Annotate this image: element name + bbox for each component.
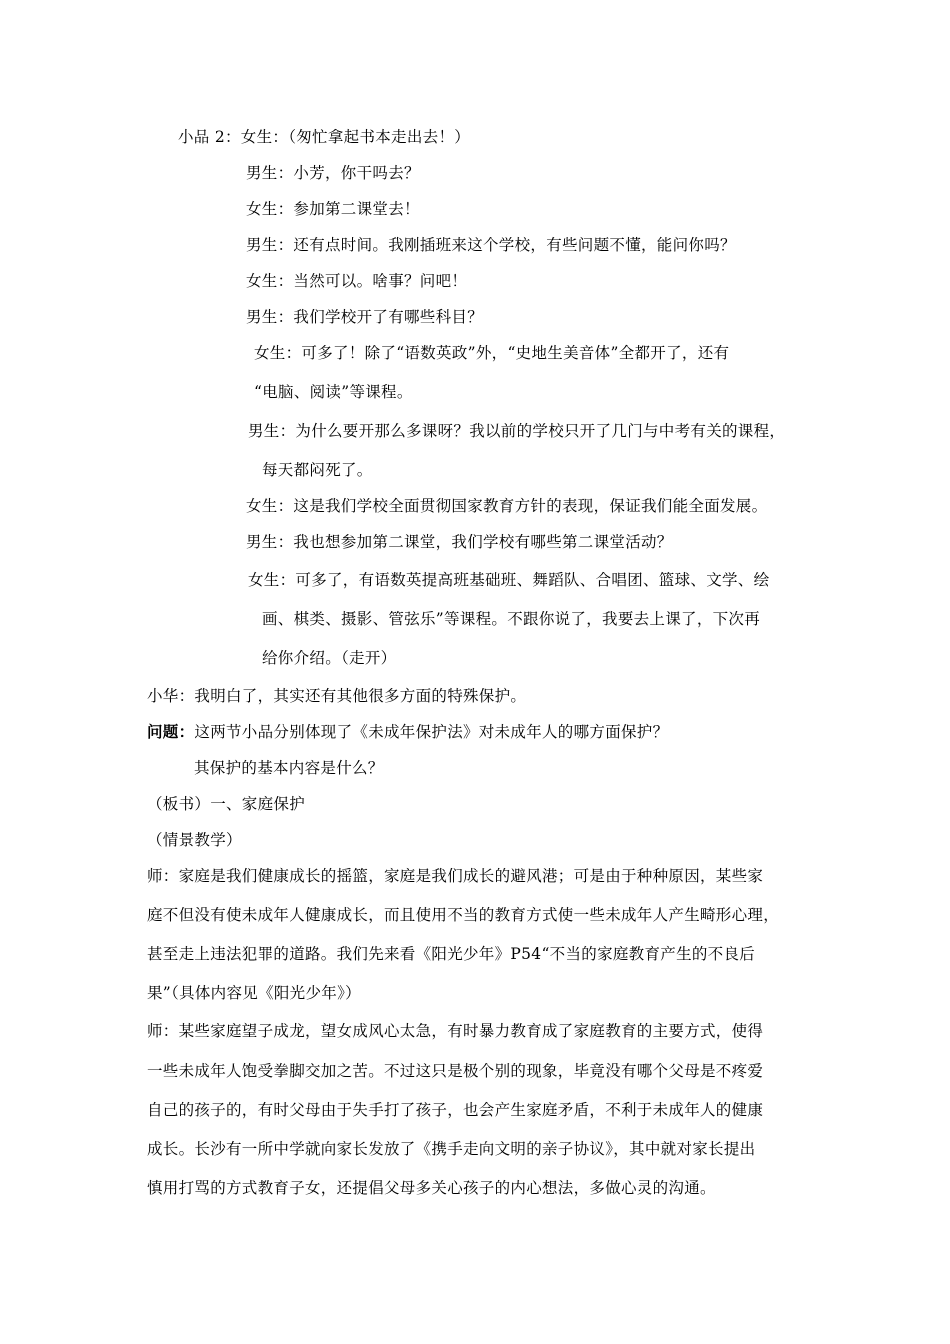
paragraph-line: 甚至走上违法犯罪的道路。我们先来看《阳光少年》P54“不当的家庭教育产生的不良后 bbox=[147, 945, 756, 963]
paragraph-line: 自己的孩子的，有时父母由于失手打了孩子，也会产生家庭矛盾，不利于未成年人的健康 bbox=[147, 1101, 764, 1119]
dialogue-line-continued: “电脑、阅读”等课程。 bbox=[254, 383, 413, 401]
dialogue-line: 男生：还有点时间。我刚插班来这个学校，有些问题不懂，能问你吗？ bbox=[246, 236, 736, 254]
paragraph-line: 师：家庭是我们健康成长的摇篮，家庭是我们成长的避风港；可是由于种种原因，某些家 bbox=[147, 867, 764, 885]
section-note: （情景教学） bbox=[147, 831, 242, 849]
paragraph-line: 慎用打骂的方式教育子女，还提倡父母多关心孩子的内心想法，多做心灵的沟通。 bbox=[147, 1179, 716, 1197]
dialogue-line-continued: 画、棋类、摄影、管弦乐”等课程。不跟你说了，我要去上课了，下次再 bbox=[262, 610, 761, 628]
paragraph-line: 果”（具体内容见《阳光少年》） bbox=[147, 984, 361, 1002]
skit2-heading: 小品 2：女生：（匆忙拿起书本走出去！） bbox=[178, 128, 471, 146]
question-line bbox=[147, 722, 668, 742]
question-line-continued: 其保护的基本内容是什么？ bbox=[194, 759, 384, 777]
dialogue-line: 男生：我也想参加第二课堂，我们学校有哪些第二课堂活动？ bbox=[246, 533, 673, 551]
paragraph-line: 成长。长沙有一所中学就向家长发放了《携手走向文明的亲子协议》，其中就对家长提出 bbox=[147, 1140, 756, 1158]
dialogue-line: 女生：可多了，有语数英提高班基础班、舞蹈队、合唱团、篮球、文学、绘 bbox=[248, 571, 770, 589]
dialogue-line: 女生：参加第二课堂去！ bbox=[246, 200, 420, 218]
question-label: 问题： bbox=[147, 722, 195, 741]
paragraph-line: 庭不但没有使未成年人健康成长，而且使用不当的教育方式使一些未成年人产生畸形心理， bbox=[147, 906, 780, 924]
xiaohua-line: 小华：我明白了，其实还有其他很多方面的特殊保护。 bbox=[147, 687, 527, 705]
dialogue-line: 男生：小芳，你干吗去？ bbox=[246, 164, 420, 182]
dialogue-line-continued: 每天都闷死了。 bbox=[262, 461, 373, 479]
dialogue-line: 女生：这是我们学校全面贯彻国家教育方针的表现，保证我们能全面发展。 bbox=[246, 497, 768, 515]
board-heading: （板书）一、家庭保护 bbox=[147, 795, 306, 813]
paragraph-line: 一些未成年人饱受拳脚交加之苦。不过这只是极个别的现象，毕竟没有哪个父母是不疼爱 bbox=[147, 1062, 764, 1080]
dialogue-line-continued: 给你介绍。（走开） bbox=[262, 649, 397, 667]
paragraph-line: 师：某些家庭望子成龙，望女成风心太急，有时暴力教育成了家庭教育的主要方式，使得 bbox=[147, 1022, 764, 1040]
question-text: 这两节小品分别体现了《未成年保护法》对未成年人的哪方面保护？ bbox=[194, 723, 669, 741]
dialogue-line: 男生：我们学校开了有哪些科目？ bbox=[246, 308, 484, 326]
dialogue-line: 男生：为什么要开那么多课呀？我以前的学校只开了几门与中考有关的课程， bbox=[248, 422, 786, 440]
dialogue-line: 女生：可多了！除了“语数英政”外，“史地生美音体”全都开了，还有 bbox=[254, 344, 730, 362]
dialogue-line: 女生：当然可以。啥事？问吧！ bbox=[246, 272, 468, 290]
